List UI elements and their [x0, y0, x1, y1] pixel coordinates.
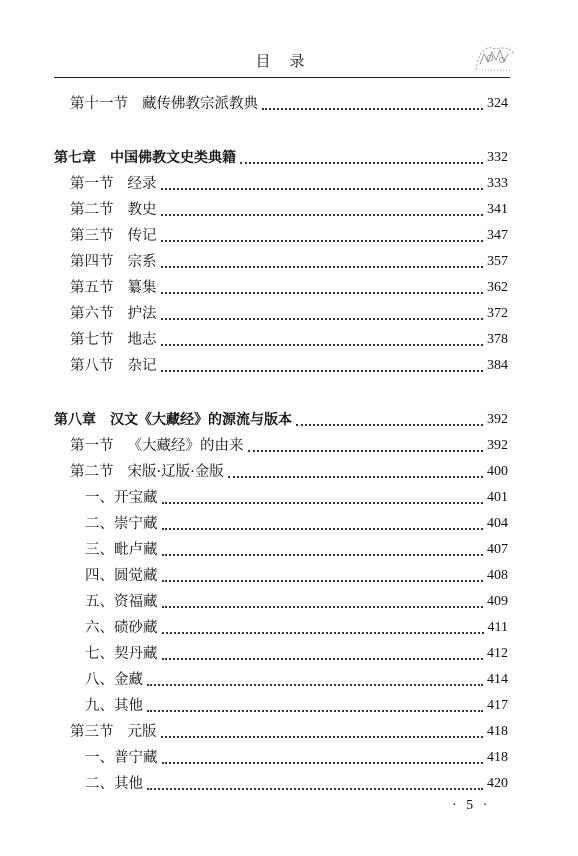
toc-entry [85, 770, 508, 794]
toc-entry-number: 第三节 [70, 724, 114, 740]
dot-leader [162, 528, 484, 530]
toc-entry [85, 536, 508, 560]
toc-entry [85, 614, 508, 638]
dot-leader [248, 450, 484, 452]
toc-entry [70, 432, 508, 456]
dot-leader [162, 762, 484, 764]
toc-entry [70, 170, 508, 194]
toc-entry [70, 352, 508, 376]
toc-entry-number: 第一节 [70, 438, 114, 454]
dot-leader [262, 108, 483, 110]
toc-entry [85, 744, 508, 768]
toc-entry-page: 378 [487, 332, 508, 347]
toc-entry-title: 五、资福藏 [85, 594, 158, 610]
dot-leader [161, 370, 484, 372]
toc-entry-title: 元版 [127, 724, 157, 740]
toc-entry-page: 408 [487, 568, 508, 583]
toc-entry-page: 347 [487, 228, 508, 243]
toc-entry-number: 第八章 [54, 412, 96, 428]
toc-entry-number: 第二节 [70, 464, 114, 480]
toc-entry-page: 411 [487, 620, 508, 635]
dot-leader [161, 292, 484, 294]
toc-entry-title: 四、圆觉藏 [85, 568, 158, 584]
toc-entry [70, 196, 508, 220]
toc-entry-number: 第一节 [70, 176, 114, 192]
toc-entry-number: 第三节 [70, 228, 114, 244]
toc-entry-title: 一、普宁藏 [85, 750, 158, 766]
toc-entry [70, 458, 508, 482]
toc-entry-number: 第七节 [70, 332, 114, 348]
toc-entry-page: 392 [487, 438, 508, 453]
toc-entry-number: 第十一节 [70, 96, 128, 112]
toc-entry-page: 400 [487, 464, 508, 479]
seal-stamp-icon [470, 40, 518, 74]
toc-entry-title: 二、崇宁藏 [85, 516, 158, 532]
toc-entry-title: 护法 [127, 306, 157, 322]
dot-leader [162, 658, 484, 660]
dot-leader [161, 318, 484, 320]
toc-entry [70, 718, 508, 742]
toc-entry-title: 藏传佛教宗派教典 [142, 96, 258, 112]
dot-leader [228, 476, 483, 478]
dot-leader [161, 344, 484, 346]
header-rule [54, 77, 510, 78]
toc-entry-page: 414 [487, 672, 508, 687]
toc-entry-page: 392 [487, 412, 508, 427]
page-title: 目 录 [255, 52, 307, 70]
toc-entry-title: 传记 [127, 228, 157, 244]
toc-entry-page: 409 [487, 594, 508, 609]
toc-entry [70, 248, 508, 272]
toc-entry-title: 九、其他 [85, 698, 143, 714]
toc-entry-title: 七、契丹藏 [85, 646, 158, 662]
toc-entry [70, 326, 508, 350]
toc-entry-page: 404 [487, 516, 508, 531]
toc-entry-title: 一、开宝藏 [85, 490, 158, 506]
toc-entry-title: 六、碛砂藏 [85, 620, 158, 636]
toc-entry-page: 341 [487, 202, 508, 217]
dot-leader [162, 554, 484, 556]
toc-entry [85, 692, 508, 716]
toc-entry-page: 407 [487, 542, 508, 557]
toc-entry-page: 324 [487, 96, 508, 111]
toc-entry-page: 417 [487, 698, 508, 713]
toc-entry-number: 第二节 [70, 202, 114, 218]
dot-leader [147, 684, 483, 686]
toc-entry-number: 第五节 [70, 280, 114, 296]
toc-entry-page: 333 [487, 176, 508, 191]
toc-entry [70, 90, 508, 114]
toc-entry-number: 第四节 [70, 254, 114, 270]
toc-entry-page: 332 [487, 150, 508, 165]
dot-leader [162, 502, 484, 504]
toc-entry-page: 420 [487, 776, 508, 791]
dot-leader [162, 580, 484, 582]
toc-entry [85, 640, 508, 664]
toc-entry-title: 宗系 [127, 254, 157, 270]
toc-entry-title: 杂记 [127, 358, 157, 374]
dot-leader [162, 606, 484, 608]
dot-leader [161, 214, 484, 216]
dot-leader [162, 632, 484, 634]
dot-leader [161, 188, 484, 190]
dot-leader [240, 162, 483, 164]
toc-entry-page: 401 [487, 490, 508, 505]
toc-entry [54, 144, 508, 168]
toc-entry-page: 357 [487, 254, 508, 269]
dot-leader [161, 266, 484, 268]
toc-entry-title: 汉文《大藏经》的源流与版本 [110, 412, 292, 428]
toc-entry [70, 222, 508, 246]
dot-leader [161, 736, 484, 738]
toc-entry [54, 406, 508, 430]
toc-entry [85, 588, 508, 612]
toc-entry-page: 384 [487, 358, 508, 373]
toc-entry [85, 562, 508, 586]
toc-entry-title: 二、其他 [85, 776, 143, 792]
toc-entry [70, 300, 508, 324]
toc-entry-number: 第七章 [54, 150, 96, 166]
toc-entry [85, 666, 508, 690]
page-number: · 5 · [452, 798, 491, 813]
toc-entry-page: 418 [487, 724, 508, 739]
toc-entry-page: 372 [487, 306, 508, 321]
running-header [60, 50, 502, 71]
toc-entry-title: 纂集 [127, 280, 157, 296]
dot-leader [296, 424, 483, 426]
toc-entry-title: 中国佛教文史类典籍 [110, 150, 236, 166]
dot-leader [161, 240, 484, 242]
toc-entry-title: 地志 [127, 332, 157, 348]
toc-entry-number: 第六节 [70, 306, 114, 322]
toc-entry-title: 《大藏经》的由来 [127, 438, 244, 454]
toc-entry-title: 宋版·辽版·金版 [127, 464, 224, 480]
toc-entry-page: 418 [487, 750, 508, 765]
toc-entry [85, 484, 508, 508]
toc-entry [70, 274, 508, 298]
toc-entry-title: 经录 [127, 176, 157, 192]
toc-entry-number: 第八节 [70, 358, 114, 374]
toc-entry [85, 510, 508, 534]
toc-entry-title: 三、毗卢藏 [85, 542, 158, 558]
toc-entry-title: 八、金藏 [85, 672, 143, 688]
toc-entry-title: 教史 [127, 202, 157, 218]
dot-leader [147, 710, 483, 712]
toc-entry-page: 362 [487, 280, 508, 295]
toc-entry-page: 412 [487, 646, 508, 661]
dot-leader [147, 788, 483, 790]
